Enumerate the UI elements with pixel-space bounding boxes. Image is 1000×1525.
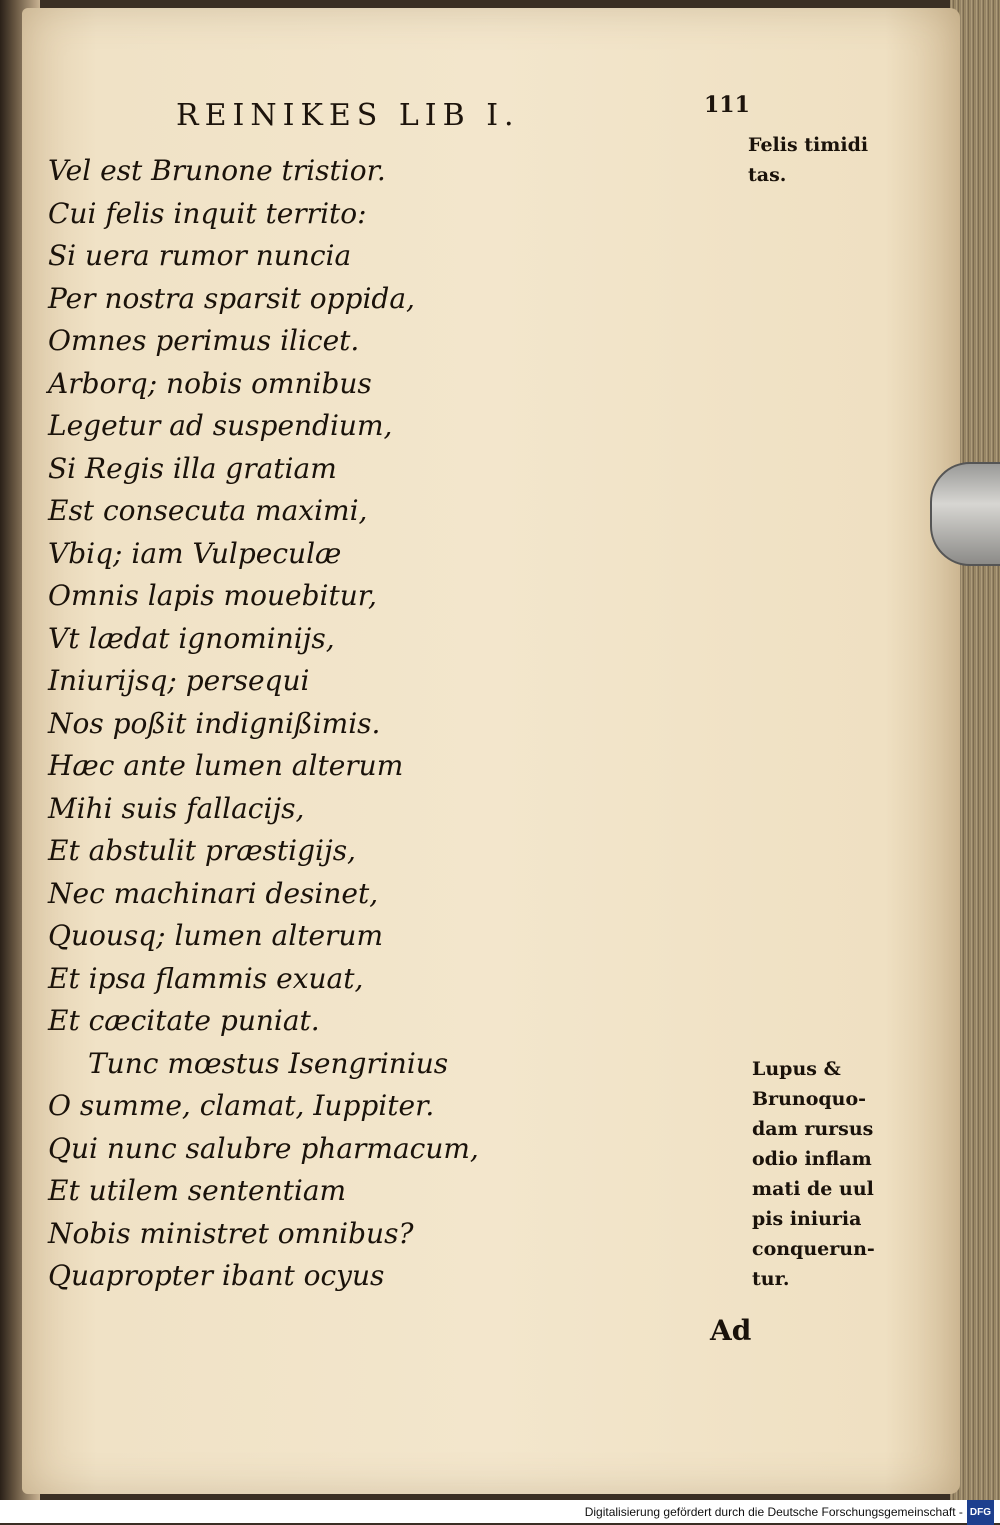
verse-text [48,150,488,1298]
verse-line: Qui nunc salubre pharmacum, [48,1131,479,1165]
verse-line: Vbiq; iam Vulpeculæ [48,536,342,570]
verse-line: Omnis lapis mouebitur, [48,579,377,612]
verse-line: Tunc mœstus Isengrinius [88,1046,449,1080]
margin-note-line: conquerun- [752,1238,875,1260]
margin-note-line: Lupus & [752,1058,841,1080]
verse-line: Vel est Brunone tristior. [48,154,386,187]
verse-line: Vt lædat ignominijs, [48,621,335,655]
verse-line: Nos poßit indignißimis. [48,706,381,740]
margin-note-line: Felis timidi [748,134,869,156]
verse-line: Et ipsa flammis exuat, [48,961,364,995]
page-clip [930,462,1000,566]
margin-note-line: mati de uul [752,1178,874,1200]
verse-line: Mihi suis fallacijs, [48,791,305,825]
verse-line: Legetur ad suspendium, [48,409,393,442]
verse-line: Si Regis illa gratiam [48,451,337,485]
margin-note-line: pis iniuria [752,1208,862,1230]
verse-line: Et cæcitate puniat. [48,1004,320,1037]
verse-line: Quousq; lumen alterum [48,919,383,952]
page-number: 111 [704,92,750,118]
margin-note-line: dam rursus [752,1118,874,1140]
footer-credit: Digitalisierung gefördert durch die Deutsche Forschungsgemeinschaft - [584,1504,963,1519]
verse-line: Arborq; nobis omnibus [48,366,372,400]
digitization-footer [0,1500,1000,1523]
margin-note-line: Brunoquo- [752,1088,867,1110]
verse-line: Et abstulit præstigijs, [48,834,356,867]
verse-line: Nec machinari desinet, [48,876,379,910]
margin-note-felis [748,130,908,190]
verse-line: O summe, clamat, Iuppiter. [48,1089,435,1122]
dfg-logo-icon: DFG [967,1500,994,1525]
verse-line: Iniurijsq; persequi [48,664,310,697]
verse-line: Per nostra sparsit oppida, [48,281,415,315]
catchword: Ad [710,1314,752,1347]
verse-line: Quapropter ibant ocyus [48,1259,385,1292]
verse-line: Nobis ministret omnibus? [48,1216,414,1250]
verse-line: Est consecuta maximi, [48,494,368,527]
verse-line: Si uera rumor nuncia [48,239,352,272]
margin-note-lupus [752,1054,922,1294]
verse-line: Cui felis inquit territo: [48,196,367,230]
verse-line: Omnes perimus ilicet. [48,324,360,357]
verse-line: Et utilem sententiam [48,1174,347,1207]
verse-line: Hæc ante lumen alterum [48,749,404,782]
running-head: REINIKES LIB I. [176,98,520,133]
margin-note-line: tur. [752,1268,790,1290]
margin-note-line: odio inflam [752,1148,872,1170]
margin-note-line: tas. [748,164,787,186]
